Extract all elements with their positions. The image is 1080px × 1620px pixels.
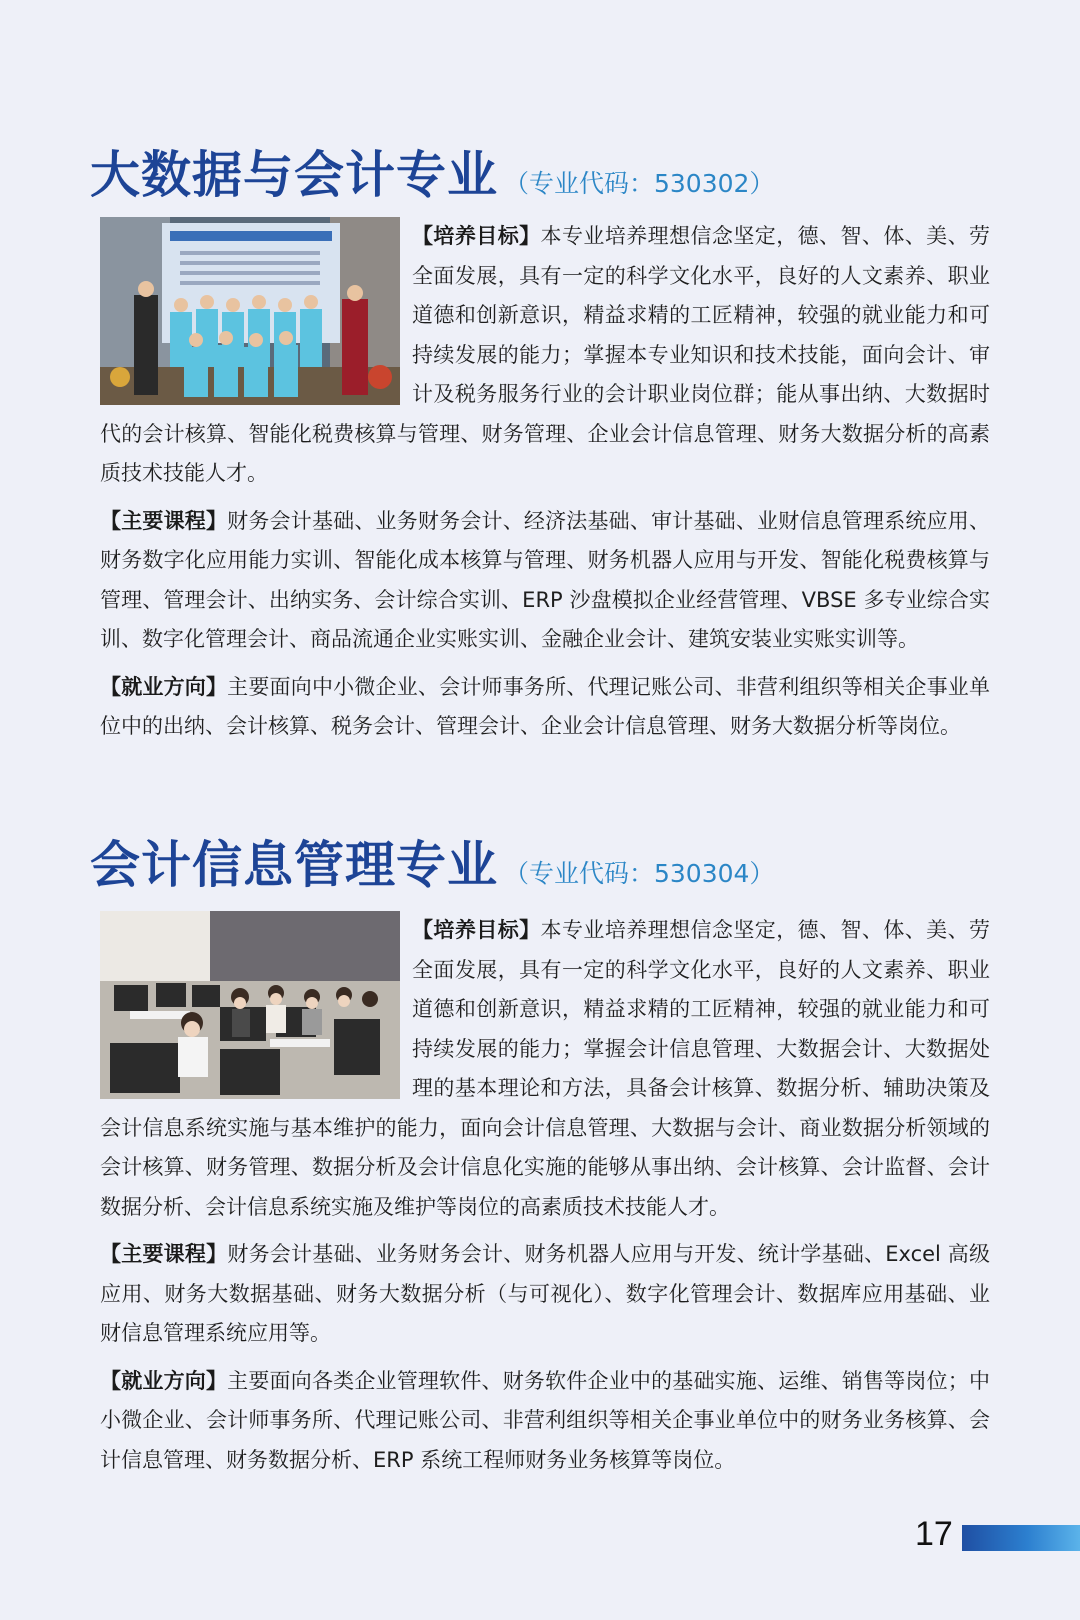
computer-lab-photo-icon xyxy=(100,911,400,1099)
major-code: （专业代码：530304） xyxy=(504,859,775,888)
major-code: （专业代码：530302） xyxy=(504,169,775,198)
major-title: 会计信息管理专业 xyxy=(90,836,498,894)
label-employment: 【就业方向】 xyxy=(100,1368,228,1393)
label-main-courses: 【主要课程】 xyxy=(100,1242,228,1266)
major-title-row xyxy=(90,135,990,205)
page-number: 17 xyxy=(915,1515,953,1553)
major-title-row xyxy=(90,825,990,895)
label-employment: 【就业方向】 xyxy=(100,674,228,699)
text-main-courses: 财务会计基础、业务财务会计、经济法基础、审计基础、业财信息管理系统应用、财务数字化应用能力实训、智能化成本核算与管理、财务机器人应用与开发、智能化税费核算与管理、管理会计、出纳实务、会计综合实训、ERP 沙盘模拟企业经营管理、VBSE 多专业综合实训、数字化管理会计、商品流通企业实账实训、金融企业会计、建筑安装业实账实训等。 xyxy=(100,508,990,651)
paragraph-main-courses xyxy=(100,502,990,660)
paragraph-main-courses xyxy=(100,1235,990,1354)
group-photo xyxy=(100,217,400,405)
major-section-accounting-info-management xyxy=(90,825,990,1488)
major-title: 大数据与会计专业 xyxy=(90,146,498,204)
paragraph-employment xyxy=(100,1362,990,1481)
text-training-goal: 本专业培养理想信念坚定，德、智、体、美、劳全面发展，具有一定的科学文化水平，良好的人文素养、职业道德和创新意识，精益求精的工匠精神，较强的就业能力和可持续发展的能力；掌握会计信息管理、大数据会计、大数据处理的基本理论和方法，具备会计核算、数据分析、辅助决策及会计信息系统实施与基本维护的能力，面向会计信息管理、大数据与会计、商业数据分析领域的会计核算、财务管理、数据分析及会计信息化实施的能够从事出纳、会计核算、会计监督、会计数据分析、会计信息系统实施及维护等岗位的高素质技术技能人才。 xyxy=(100,918,991,1219)
text-employment: 主要面向各类企业管理软件、财务软件企业中的基础实施、运维、销售等岗位；中小微企业、会计师事务所、代理记账公司、非营利组织等相关企事业单位中的财务业务核算、会计信息管理、财务数据分析、ERP 系统工程师财务业务核算等岗位。 xyxy=(100,1368,990,1472)
label-training-goal: 【培养目标】 xyxy=(412,918,541,942)
text-training-goal: 本专业培养理想信念坚定，德、智、体、美、劳全面发展，具有一定的科学文化水平，良好的人文素养、职业道德和创新意识，精益求精的工匠精神，较强的就业能力和可持续发展的能力；掌握本专业知识和技术技能，面向会计、审计及税务服务行业的会计职业岗位群；能从事出纳、大数据时代的会计核算、智能化税费核算与管理、财务管理、企业会计信息管理、财务大数据分析的高素质技术技能人才。 xyxy=(100,224,991,485)
paragraph-employment xyxy=(100,668,990,747)
text-main-courses: 财务会计基础、业务财务会计、财务机器人应用与开发、统计学基础、Excel 高级应用、财务大数据基础、财务大数据分析（与可视化）、数字化管理会计、数据库应用基础、业财信息管理系统应用等。 xyxy=(100,1242,990,1345)
label-main-courses: 【主要课程】 xyxy=(100,508,228,533)
label-training-goal: 【培养目标】 xyxy=(412,224,541,248)
major-section-big-data-accounting xyxy=(90,135,990,755)
page-number-bar xyxy=(962,1525,1080,1551)
group-photo-icon xyxy=(100,217,400,405)
text-employment: 主要面向中小微企业、会计师事务所、代理记账公司、非营利组织等相关企事业单位中的出纳、会计核算、税务会计、管理会计、企业会计信息管理、财务大数据分析等岗位。 xyxy=(100,674,990,738)
computer-lab-photo xyxy=(100,911,400,1099)
